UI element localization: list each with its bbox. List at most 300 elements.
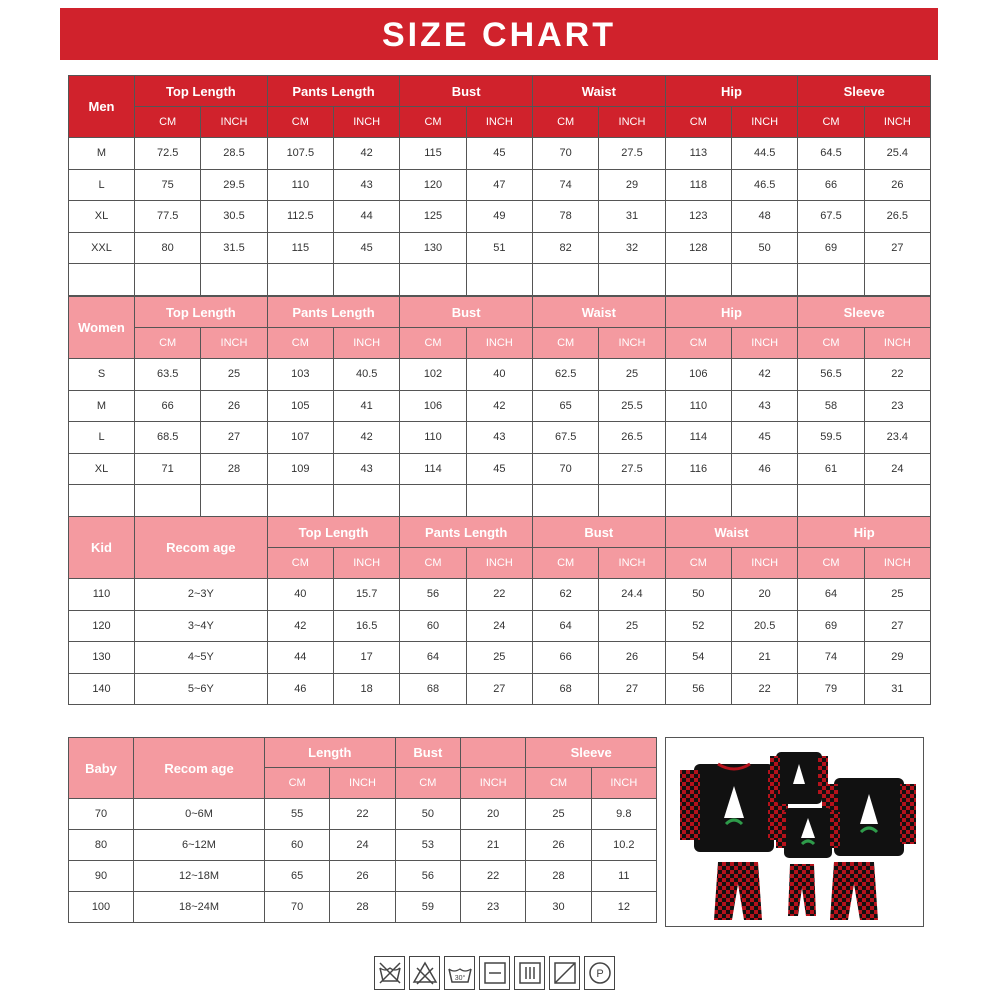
group-header: Sleeve bbox=[798, 297, 931, 328]
men-unit-row bbox=[69, 107, 931, 138]
group-header: Top Length bbox=[267, 517, 400, 548]
measurement-cell: 110 bbox=[267, 169, 333, 201]
measurement-cell: 45 bbox=[466, 138, 532, 170]
professional-clean-icon bbox=[584, 956, 615, 990]
unit-cm: CM bbox=[267, 328, 333, 359]
measurement-cell: 22 bbox=[466, 579, 532, 611]
measurement-cell: 55 bbox=[265, 799, 330, 830]
professional-clean-letter: P bbox=[595, 968, 604, 980]
women-header-row bbox=[69, 297, 931, 328]
men-label: Men bbox=[69, 76, 135, 138]
measurement-cell: 118 bbox=[665, 169, 731, 201]
empty-row bbox=[69, 264, 931, 296]
measurement-cell: 18 bbox=[333, 673, 399, 705]
measurement-cell: 82 bbox=[533, 232, 599, 264]
empty-cell bbox=[201, 485, 267, 517]
measurement-cell: 11 bbox=[591, 861, 656, 892]
size-cell: 90 bbox=[69, 861, 134, 892]
table-row bbox=[69, 642, 931, 674]
unit-inch: INCH bbox=[591, 768, 656, 799]
measurement-cell: 44 bbox=[334, 201, 400, 233]
size-cell: M bbox=[69, 390, 135, 422]
unit-cm: CM bbox=[798, 548, 864, 579]
empty-cell bbox=[135, 485, 201, 517]
measurement-cell: 25 bbox=[526, 799, 591, 830]
measurement-cell: 66 bbox=[532, 642, 598, 674]
measurement-cell: 47 bbox=[466, 169, 532, 201]
measurement-cell: 28 bbox=[330, 892, 395, 923]
measurement-cell: 27 bbox=[864, 232, 930, 264]
measurement-cell: 25 bbox=[599, 610, 665, 642]
measurement-cell: 45 bbox=[334, 232, 400, 264]
measurement-cell: 107 bbox=[267, 422, 333, 454]
empty-cell bbox=[732, 485, 798, 517]
unit-cm: CM bbox=[400, 328, 466, 359]
measurement-cell: 46.5 bbox=[732, 169, 798, 201]
size-cell: 130 bbox=[69, 642, 135, 674]
measurement-cell: 31 bbox=[599, 201, 665, 233]
empty-cell bbox=[665, 485, 731, 517]
unit-cm: CM bbox=[798, 328, 864, 359]
recom-age-header: Recom age bbox=[135, 517, 268, 579]
empty-cell bbox=[400, 485, 466, 517]
measurement-cell: 50 bbox=[395, 799, 460, 830]
unit-cm: CM bbox=[533, 107, 599, 138]
unit-inch: INCH bbox=[466, 548, 532, 579]
measurement-cell: 64 bbox=[532, 610, 598, 642]
men-size-table bbox=[68, 75, 931, 296]
unit-cm: CM bbox=[267, 107, 333, 138]
empty-cell bbox=[69, 264, 135, 296]
empty-cell bbox=[864, 485, 930, 517]
measurement-cell: 78 bbox=[533, 201, 599, 233]
measurement-cell: 26.5 bbox=[599, 422, 665, 454]
measurement-cell: 65 bbox=[265, 861, 330, 892]
measurement-cell: 60 bbox=[265, 830, 330, 861]
empty-cell bbox=[798, 264, 864, 296]
measurement-cell: 56 bbox=[395, 861, 460, 892]
measurement-cell: 26 bbox=[201, 390, 267, 422]
measurement-cell: 69 bbox=[798, 232, 864, 264]
size-cell: S bbox=[69, 359, 135, 391]
empty-cell bbox=[732, 264, 798, 296]
measurement-cell: 45 bbox=[732, 422, 798, 454]
unit-inch: INCH bbox=[864, 107, 930, 138]
unit-inch: INCH bbox=[732, 107, 798, 138]
table-row bbox=[69, 232, 931, 264]
kid-size-table bbox=[68, 516, 931, 705]
unit-inch: INCH bbox=[334, 107, 400, 138]
table-row bbox=[69, 453, 931, 485]
unit-cm: CM bbox=[798, 107, 864, 138]
measurement-cell: 71 bbox=[135, 453, 201, 485]
unit-cm: CM bbox=[665, 548, 731, 579]
table-row bbox=[69, 169, 931, 201]
empty-cell bbox=[334, 485, 400, 517]
empty-cell bbox=[665, 264, 731, 296]
kid-header-row bbox=[69, 517, 931, 548]
measurement-cell: 130 bbox=[400, 232, 466, 264]
empty-cell bbox=[267, 264, 333, 296]
measurement-cell: 25 bbox=[864, 579, 930, 611]
measurement-cell: 42 bbox=[466, 390, 532, 422]
group-header: Length bbox=[265, 738, 396, 768]
measurement-cell: 22 bbox=[330, 799, 395, 830]
men-table-body bbox=[69, 138, 931, 296]
empty-cell bbox=[864, 264, 930, 296]
measurement-cell: 72.5 bbox=[135, 138, 201, 170]
unit-inch: INCH bbox=[864, 328, 930, 359]
measurement-cell: 21 bbox=[461, 830, 526, 861]
measurement-cell: 54 bbox=[665, 642, 731, 674]
measurement-cell: 41 bbox=[334, 390, 400, 422]
unit-inch: INCH bbox=[466, 328, 532, 359]
measurement-cell: 26.5 bbox=[864, 201, 930, 233]
measurement-cell: 105 bbox=[267, 390, 333, 422]
measurement-cell: 59.5 bbox=[798, 422, 864, 454]
group-header: Sleeve bbox=[798, 76, 931, 107]
empty-cell bbox=[267, 485, 333, 517]
measurement-cell: 21 bbox=[731, 642, 797, 674]
group-header: Bust bbox=[400, 76, 533, 107]
measurement-cell: 31.5 bbox=[201, 232, 267, 264]
measurement-cell: 48 bbox=[732, 201, 798, 233]
measurement-cell: 103 bbox=[267, 359, 333, 391]
wash-30-icon bbox=[444, 956, 475, 990]
measurement-cell: 29 bbox=[864, 642, 930, 674]
measurement-cell: 107.5 bbox=[267, 138, 333, 170]
measurement-cell: 2~3Y bbox=[135, 579, 268, 611]
table-row bbox=[69, 579, 931, 611]
measurement-cell: 40 bbox=[267, 579, 333, 611]
measurement-cell: 115 bbox=[400, 138, 466, 170]
unit-cm: CM bbox=[400, 548, 466, 579]
group-header: Bust bbox=[400, 297, 533, 328]
no-bleach-icon bbox=[409, 956, 440, 990]
measurement-cell: 42 bbox=[334, 138, 400, 170]
measurement-cell: 40.5 bbox=[334, 359, 400, 391]
measurement-cell: 79 bbox=[798, 673, 864, 705]
measurement-cell: 43 bbox=[334, 453, 400, 485]
measurement-cell: 42 bbox=[267, 610, 333, 642]
measurement-cell: 44.5 bbox=[732, 138, 798, 170]
measurement-cell: 25 bbox=[466, 642, 532, 674]
measurement-cell: 28.5 bbox=[201, 138, 267, 170]
table-row bbox=[69, 673, 931, 705]
measurement-cell: 56 bbox=[400, 579, 466, 611]
baby-table-body bbox=[69, 799, 657, 923]
size-cell: 80 bbox=[69, 830, 134, 861]
measurement-cell: 27 bbox=[466, 673, 532, 705]
measurement-cell: 27 bbox=[599, 673, 665, 705]
empty-cell bbox=[533, 485, 599, 517]
unit-inch: INCH bbox=[864, 548, 930, 579]
measurement-cell: 30.5 bbox=[201, 201, 267, 233]
measurement-cell: 64 bbox=[798, 579, 864, 611]
measurement-cell: 67.5 bbox=[798, 201, 864, 233]
empty-cell bbox=[533, 264, 599, 296]
measurement-cell: 10.2 bbox=[591, 830, 656, 861]
measurement-cell: 113 bbox=[665, 138, 731, 170]
measurement-cell: 25 bbox=[201, 359, 267, 391]
group-header: Pants Length bbox=[267, 297, 400, 328]
measurement-cell: 77.5 bbox=[135, 201, 201, 233]
measurement-cell: 20 bbox=[731, 579, 797, 611]
measurement-cell: 22 bbox=[731, 673, 797, 705]
unit-inch: INCH bbox=[732, 328, 798, 359]
measurement-cell: 125 bbox=[400, 201, 466, 233]
empty-cell bbox=[135, 264, 201, 296]
measurement-cell: 46 bbox=[267, 673, 333, 705]
measurement-cell: 80 bbox=[135, 232, 201, 264]
unit-inch: INCH bbox=[201, 107, 267, 138]
measurement-cell: 24 bbox=[330, 830, 395, 861]
measurement-cell: 25.5 bbox=[599, 390, 665, 422]
measurement-cell: 62 bbox=[532, 579, 598, 611]
measurement-cell: 74 bbox=[798, 642, 864, 674]
group-header: Top Length bbox=[135, 76, 268, 107]
measurement-cell: 110 bbox=[665, 390, 731, 422]
measurement-cell: 17 bbox=[333, 642, 399, 674]
family-pajamas-illustration bbox=[666, 738, 923, 926]
kid-table-body bbox=[69, 579, 931, 705]
measurement-cell: 40 bbox=[466, 359, 532, 391]
measurement-cell: 23 bbox=[461, 892, 526, 923]
measurement-cell: 20.5 bbox=[731, 610, 797, 642]
measurement-cell: 28 bbox=[526, 861, 591, 892]
empty-cell bbox=[798, 485, 864, 517]
measurement-cell: 0~6M bbox=[134, 799, 265, 830]
unit-inch: INCH bbox=[461, 768, 526, 799]
no-wash-icon bbox=[374, 956, 405, 990]
measurement-cell: 27 bbox=[201, 422, 267, 454]
measurement-cell: 27.5 bbox=[599, 453, 665, 485]
unit-cm: CM bbox=[526, 768, 591, 799]
empty-cell bbox=[201, 264, 267, 296]
size-cell: 110 bbox=[69, 579, 135, 611]
drip-dry-icon bbox=[514, 956, 545, 990]
measurement-cell: 74 bbox=[533, 169, 599, 201]
group-header: Waist bbox=[665, 517, 798, 548]
measurement-cell: 3~4Y bbox=[135, 610, 268, 642]
measurement-cell: 70 bbox=[533, 138, 599, 170]
measurement-cell: 49 bbox=[466, 201, 532, 233]
unit-cm: CM bbox=[400, 107, 466, 138]
unit-cm: CM bbox=[135, 107, 201, 138]
measurement-cell: 65 bbox=[533, 390, 599, 422]
measurement-cell: 70 bbox=[265, 892, 330, 923]
unit-cm: CM bbox=[395, 768, 460, 799]
size-cell: XL bbox=[69, 201, 135, 233]
measurement-cell: 106 bbox=[400, 390, 466, 422]
measurement-cell: 102 bbox=[400, 359, 466, 391]
unit-inch: INCH bbox=[334, 328, 400, 359]
unit-cm: CM bbox=[267, 548, 333, 579]
table-row bbox=[69, 390, 931, 422]
table-row bbox=[69, 201, 931, 233]
empty-cell bbox=[400, 264, 466, 296]
size-cell: M bbox=[69, 138, 135, 170]
table-row bbox=[69, 799, 657, 830]
measurement-cell: 25 bbox=[599, 359, 665, 391]
measurement-cell: 43 bbox=[334, 169, 400, 201]
unit-inch: INCH bbox=[201, 328, 267, 359]
measurement-cell: 6~12M bbox=[134, 830, 265, 861]
table-row bbox=[69, 138, 931, 170]
empty-cell bbox=[334, 264, 400, 296]
measurement-cell: 59 bbox=[395, 892, 460, 923]
measurement-cell: 42 bbox=[334, 422, 400, 454]
group-header: Waist bbox=[533, 297, 666, 328]
measurement-cell: 4~5Y bbox=[135, 642, 268, 674]
table-row bbox=[69, 422, 931, 454]
measurement-cell: 51 bbox=[466, 232, 532, 264]
unit-inch: INCH bbox=[333, 548, 399, 579]
measurement-cell: 12~18M bbox=[134, 861, 265, 892]
table-row bbox=[69, 610, 931, 642]
baby-label: Baby bbox=[69, 738, 134, 799]
measurement-cell: 29 bbox=[599, 169, 665, 201]
measurement-cell: 56 bbox=[665, 673, 731, 705]
size-cell: 120 bbox=[69, 610, 135, 642]
kid-top-center bbox=[770, 752, 828, 804]
empty-cell bbox=[466, 264, 532, 296]
kid-label: Kid bbox=[69, 517, 135, 579]
group-header bbox=[461, 738, 526, 768]
measurement-cell: 42 bbox=[732, 359, 798, 391]
size-cell: L bbox=[69, 422, 135, 454]
empty-cell bbox=[69, 485, 135, 517]
measurement-cell: 110 bbox=[400, 422, 466, 454]
measurement-cell: 68 bbox=[532, 673, 598, 705]
size-cell: XL bbox=[69, 453, 135, 485]
unit-inch: INCH bbox=[599, 328, 665, 359]
table-row bbox=[69, 830, 657, 861]
unit-cm: CM bbox=[665, 107, 731, 138]
unit-cm: CM bbox=[533, 328, 599, 359]
group-header: Sleeve bbox=[526, 738, 657, 768]
measurement-cell: 116 bbox=[665, 453, 731, 485]
women-label: Women bbox=[69, 297, 135, 359]
measurement-cell: 52 bbox=[665, 610, 731, 642]
measurement-cell: 44 bbox=[267, 642, 333, 674]
measurement-cell: 68 bbox=[400, 673, 466, 705]
unit-inch: INCH bbox=[599, 107, 665, 138]
group-header: Hip bbox=[665, 297, 798, 328]
pajama-pants bbox=[714, 862, 878, 920]
empty-cell bbox=[466, 485, 532, 517]
measurement-cell: 26 bbox=[526, 830, 591, 861]
recom-age-header: Recom age bbox=[134, 738, 265, 799]
table-row bbox=[69, 861, 657, 892]
measurement-cell: 20 bbox=[461, 799, 526, 830]
care-symbols bbox=[374, 956, 628, 992]
measurement-cell: 26 bbox=[864, 169, 930, 201]
measurement-cell: 70 bbox=[533, 453, 599, 485]
table-row bbox=[69, 892, 657, 923]
unit-cm: CM bbox=[135, 328, 201, 359]
group-header: Pants Length bbox=[267, 76, 400, 107]
measurement-cell: 46 bbox=[732, 453, 798, 485]
measurement-cell: 43 bbox=[732, 390, 798, 422]
group-header: Bust bbox=[532, 517, 665, 548]
table-row bbox=[69, 359, 931, 391]
measurement-cell: 123 bbox=[665, 201, 731, 233]
measurement-cell: 53 bbox=[395, 830, 460, 861]
measurement-cell: 67.5 bbox=[533, 422, 599, 454]
empty-row bbox=[69, 485, 931, 517]
dry-flat-icon bbox=[479, 956, 510, 990]
measurement-cell: 64 bbox=[400, 642, 466, 674]
measurement-cell: 63.5 bbox=[135, 359, 201, 391]
women-table-body bbox=[69, 359, 931, 517]
unit-cm: CM bbox=[265, 768, 330, 799]
measurement-cell: 68.5 bbox=[135, 422, 201, 454]
baby-size-table bbox=[68, 737, 657, 923]
wash-temp-label: 30° bbox=[454, 975, 465, 982]
group-header: Bust bbox=[395, 738, 460, 768]
measurement-cell: 16.5 bbox=[333, 610, 399, 642]
measurement-cell: 128 bbox=[665, 232, 731, 264]
measurement-cell: 112.5 bbox=[267, 201, 333, 233]
women-size-table bbox=[68, 296, 931, 517]
women-unit-row bbox=[69, 328, 931, 359]
empty-cell bbox=[599, 485, 665, 517]
measurement-cell: 64.5 bbox=[798, 138, 864, 170]
measurement-cell: 75 bbox=[135, 169, 201, 201]
empty-cell bbox=[599, 264, 665, 296]
size-cell: 70 bbox=[69, 799, 134, 830]
size-cell: 140 bbox=[69, 673, 135, 705]
measurement-cell: 18~24M bbox=[134, 892, 265, 923]
measurement-cell: 114 bbox=[665, 422, 731, 454]
size-chart-banner bbox=[60, 8, 938, 60]
size-cell: L bbox=[69, 169, 135, 201]
measurement-cell: 24 bbox=[466, 610, 532, 642]
measurement-cell: 22 bbox=[864, 359, 930, 391]
unit-inch: INCH bbox=[466, 107, 532, 138]
measurement-cell: 60 bbox=[400, 610, 466, 642]
measurement-cell: 120 bbox=[400, 169, 466, 201]
measurement-cell: 32 bbox=[599, 232, 665, 264]
size-cell: 100 bbox=[69, 892, 134, 923]
measurement-cell: 15.7 bbox=[333, 579, 399, 611]
tumble-dry-shade-icon bbox=[549, 956, 580, 990]
measurement-cell: 62.5 bbox=[533, 359, 599, 391]
measurement-cell: 27.5 bbox=[599, 138, 665, 170]
product-photo bbox=[665, 737, 924, 927]
measurement-cell: 30 bbox=[526, 892, 591, 923]
page-title: SIZE CHART bbox=[382, 16, 616, 54]
unit-inch: INCH bbox=[330, 768, 395, 799]
measurement-cell: 9.8 bbox=[591, 799, 656, 830]
baby-header-row bbox=[69, 738, 657, 768]
measurement-cell: 26 bbox=[330, 861, 395, 892]
measurement-cell: 66 bbox=[135, 390, 201, 422]
measurement-cell: 5~6Y bbox=[135, 673, 268, 705]
group-header: Pants Length bbox=[400, 517, 533, 548]
measurement-cell: 66 bbox=[798, 169, 864, 201]
measurement-cell: 115 bbox=[267, 232, 333, 264]
size-cell: XXL bbox=[69, 232, 135, 264]
measurement-cell: 58 bbox=[798, 390, 864, 422]
men-header-row bbox=[69, 76, 931, 107]
measurement-cell: 28 bbox=[201, 453, 267, 485]
measurement-cell: 26 bbox=[599, 642, 665, 674]
measurement-cell: 25.4 bbox=[864, 138, 930, 170]
group-header: Top Length bbox=[135, 297, 268, 328]
measurement-cell: 114 bbox=[400, 453, 466, 485]
